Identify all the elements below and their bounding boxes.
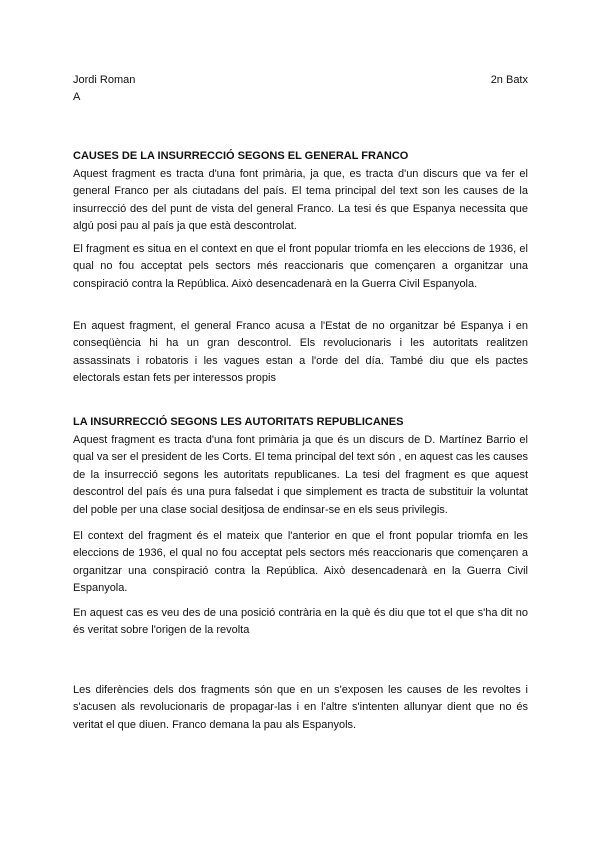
paragraph-conclusion: Les diferències dels dos fragments són que en un s'exposen les causes de les revoltes i s'acusen als revolucionaris de propagar-las i en l'altre s'intenten allunyar dient que no és veritat el que diuen. Franco demana la pau als Espanyols. — [73, 684, 528, 731]
document-header — [73, 72, 528, 106]
section-title-franco: CAUSES DE LA INSURRECCIÓ SEGONS EL GENERAL FRANCO — [73, 150, 409, 162]
group-label: A — [73, 91, 81, 103]
paragraph-franco-analysis: En aquest fragment, el general Franco acusa a l'Estat de no organitzar bé Espanya i en conseqüència hi ha un gran descontrol. Els revolucionaris i les autoritats realitzen assassinats i robatoris i les vagues estan a l'orde del día. També diu que els pactes electorals estan fets per interessos propis — [73, 320, 528, 385]
paragraph-republicans-context: El context del fragment és el mateix que l'anterior en que el front popular triomfa en les eleccions de 1936, el qual no fou acceptat pels sectors més reaccionaris que començaren a organitzar una conspiració contra la República. Això desencadenarà en la Guerra Civil Espanyola. — [73, 530, 528, 595]
course-label: 2n Batx — [490, 74, 528, 86]
paragraph-franco-context: El fragment es situa en el context en que el front popular triomfa en les eleccions de 1936, el qual no fou acceptat pels sectors més reaccionaris que començaren a organitzar una conspiració contra la República. Això desencadenarà en la Guerra Civil Espanyola. — [73, 243, 528, 290]
author-name: Jordi Roman — [73, 74, 136, 86]
section-title-republicans: LA INSURRECCIÓ SEGONS LES AUTORITATS REPUBLICANES — [73, 416, 404, 428]
paragraph-republicans-analysis: En aquest cas es veu des de una posició contrària en la què és diu que tot el que s'ha dit no és veritat sobre l'origen de la revolta — [73, 607, 528, 637]
paragraph-republicans-intro: Aquest fragment es tracta d'una font primària ja que és un discurs de D. Martínez Barrio el qual va ser el president de les Corts. El tema principal del text són , en aquest cas les causes de la insurrecció segons les autoritats republicanes. La tesi del fragment es que aquest descontrol del país és una pura falsedat i que simplement es tracta de substituir la voluntat del poble per una clase social desitjosa de endinsar-se en els seus privilegis. — [73, 434, 528, 516]
paragraph-franco-intro: Aquest fragment es tracta d'una font primària, ja que, es tracta d'un discurs que va fer el general Franco per als ciutadans del país. El tema principal del text son les causes de la insurrecció des del punt de vista del general Franco. La tesi és que Espanya necessita que algú posi pau al país ja que està descontrolat. — [73, 168, 528, 233]
